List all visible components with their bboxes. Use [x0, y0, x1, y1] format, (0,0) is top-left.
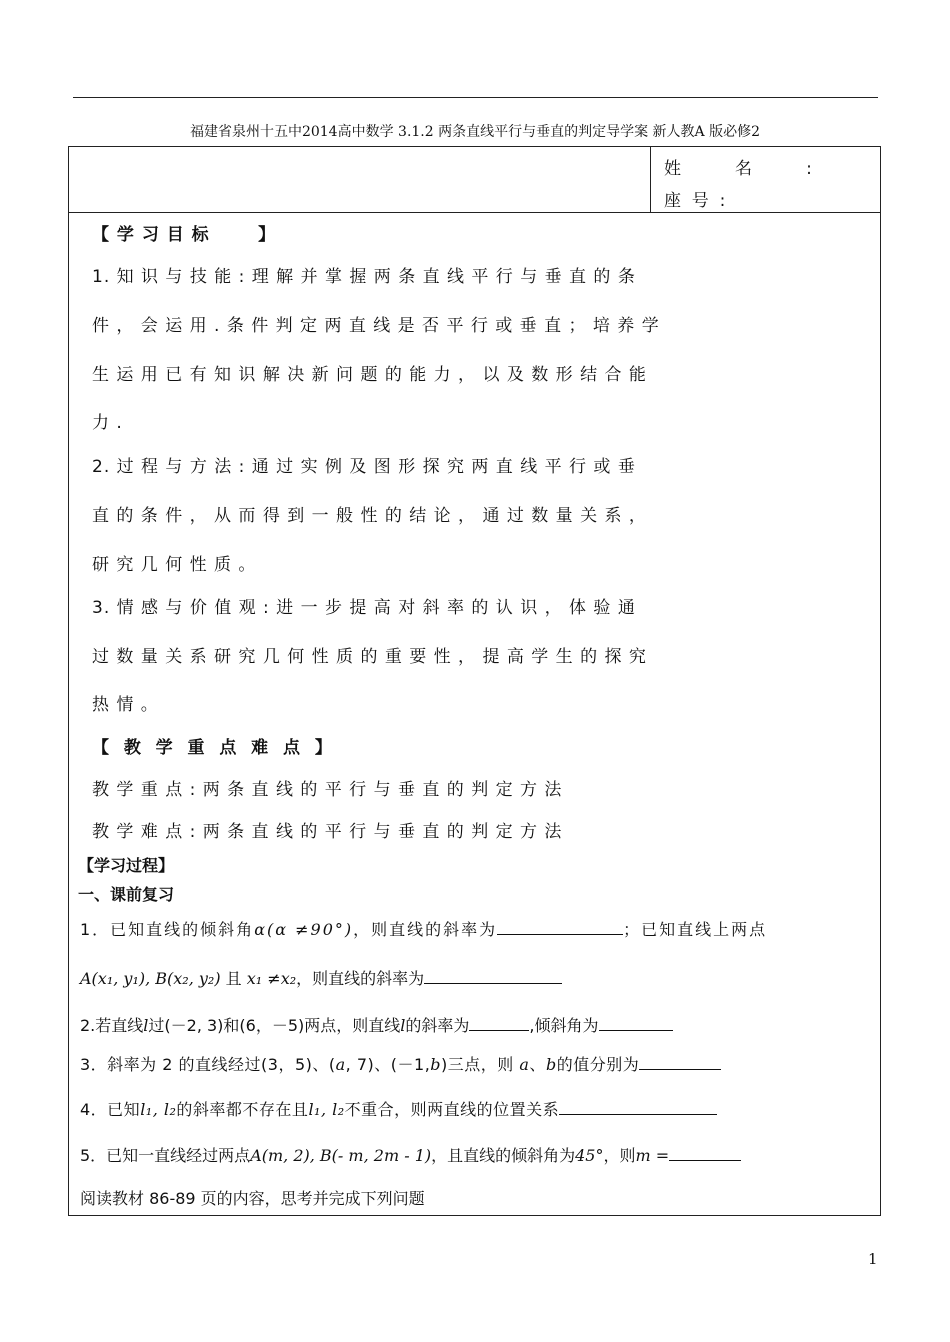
question-text: 2.若直线 — [80, 1016, 144, 1035]
formula: b — [545, 1055, 557, 1074]
question-text: 1．已知直线的倾斜角 — [80, 920, 255, 939]
document-header: 福建省泉州十五中2014高中数学 3.1.2 两条直线平行与垂直的判定导学案 新人教A 版必修2 — [189, 124, 761, 140]
formula: α(α ≠90°) — [254, 920, 354, 939]
name-label: 姓 名 : — [664, 159, 812, 179]
formula: A(x₁, y₁), B(x₂, y₂) — [80, 969, 221, 988]
keypoints-heading: 【 教 学 重 点 难 点 】 — [92, 738, 333, 758]
formula: a — [335, 1055, 346, 1074]
question-text: ；已知直线上两点 — [623, 920, 768, 939]
formula: 45° — [575, 1146, 604, 1165]
question-text: ，则直线的斜率为 — [353, 920, 498, 939]
seat-label: 座 号 : — [664, 191, 726, 211]
question-text: 5．已知一直线经过两点 — [80, 1146, 251, 1165]
question-3 — [80, 1052, 721, 1075]
question-text: )三点，则 — [441, 1055, 514, 1074]
teaching-difficulty: 教 学 难 点 : 两 条 直 线 的 平 行 与 垂 直 的 判 定 方 法 — [92, 822, 563, 842]
answer-blank[interactable] — [639, 1055, 721, 1070]
question-text: ，则直线的斜率为 — [296, 969, 425, 988]
objective-line: 研 究 几 何 性 质 。 — [92, 555, 257, 575]
header-rule — [73, 97, 878, 98]
question-1 — [80, 917, 767, 940]
objective-line: 3. 情 感 与 价 值 观 : 进 一 步 提 高 对 斜 率 的 认 识 ， 体 验 通 — [92, 598, 636, 618]
question-4 — [80, 1097, 717, 1120]
objective-line: 力 . — [92, 413, 123, 433]
question-1-cont — [80, 966, 562, 989]
question-text: 的值分别为 — [556, 1055, 640, 1074]
formula: a — [519, 1055, 530, 1074]
answer-blank[interactable] — [424, 969, 562, 984]
question-2 — [80, 1013, 673, 1036]
question-5 — [80, 1143, 741, 1166]
question-text: 的斜率为 — [405, 1016, 470, 1035]
formula: A(m, 2), B(- m, 2m - 1) — [250, 1146, 432, 1165]
section-heading: 一、课前复习 — [78, 885, 175, 904]
formula: l — [400, 1016, 406, 1035]
question-text: , 7)、(－1, — [345, 1055, 431, 1074]
teaching-focus: 教 学 重 点 : 两 条 直 线 的 平 行 与 垂 直 的 判 定 方 法 — [92, 780, 563, 800]
answer-blank[interactable] — [469, 1016, 529, 1031]
formula: l₁, l₂ — [308, 1100, 345, 1119]
formula: m = — [635, 1146, 670, 1165]
page-number: 1 — [868, 1250, 878, 1268]
question-text: 4．已知 — [80, 1100, 141, 1119]
objective-line: 直 的 条 件 ， 从 而 得 到 一 般 性 的 结 论 ， 通 过 数 量 关 系 ， — [92, 506, 647, 526]
answer-blank[interactable] — [559, 1100, 717, 1115]
objectives-heading: 【 学 习 目 标 】 — [92, 225, 277, 245]
formula: b — [430, 1055, 442, 1074]
question-text: 且 — [225, 969, 242, 988]
question-text: 过(－2, 3)和(6，－5)两点，则直线 — [148, 1016, 401, 1035]
objective-line: 生 运 用 已 有 知 识 解 决 新 问 题 的 能 力 ， 以 及 数 形 结 合 能 — [92, 365, 647, 385]
answer-blank[interactable] — [669, 1146, 741, 1161]
formula: x₁ ≠x₂ — [246, 969, 297, 988]
question-text: 不重合，则两直线的位置关系 — [344, 1100, 560, 1119]
question-text: 3．斜率为 2 的直线经过(3，5)、( — [80, 1055, 336, 1074]
objective-line: 过 数 量 关 系 研 究 几 何 性 质 的 重 要 性 ， 提 高 学 生 的 探 究 — [92, 647, 647, 667]
formula: l — [143, 1016, 149, 1035]
question-text: ，且直线的倾斜角为 — [431, 1146, 576, 1165]
info-divider — [650, 146, 651, 213]
objective-line: 件 ， 会 运 用 . 条 件 判 定 两 直 线 是 否 平 行 或 垂 直 ； 培 养 学 — [92, 316, 660, 336]
question-text: ，则 — [603, 1146, 636, 1165]
question-text: 的斜率都不存在且 — [176, 1100, 309, 1119]
answer-blank[interactable] — [599, 1016, 673, 1031]
objective-line: 热 情 。 — [92, 695, 159, 715]
question-text: 、 — [529, 1055, 546, 1074]
objective-line: 1. 知 识 与 技 能 : 理 解 并 掌 握 两 条 直 线 平 行 与 垂 直 的 条 — [92, 267, 636, 287]
formula: l₁, l₂ — [140, 1100, 177, 1119]
reading-instruction: 阅读教材 86-89 页的内容，思考并完成下列问题 — [80, 1189, 425, 1208]
answer-blank[interactable] — [497, 920, 623, 935]
process-heading: 【学习过程】 — [78, 856, 175, 875]
question-text: ,倾斜角为 — [529, 1016, 599, 1035]
objective-line: 2. 过 程 与 方 法 : 通 过 实 例 及 图 形 探 究 两 直 线 平 行 或 垂 — [92, 457, 636, 477]
